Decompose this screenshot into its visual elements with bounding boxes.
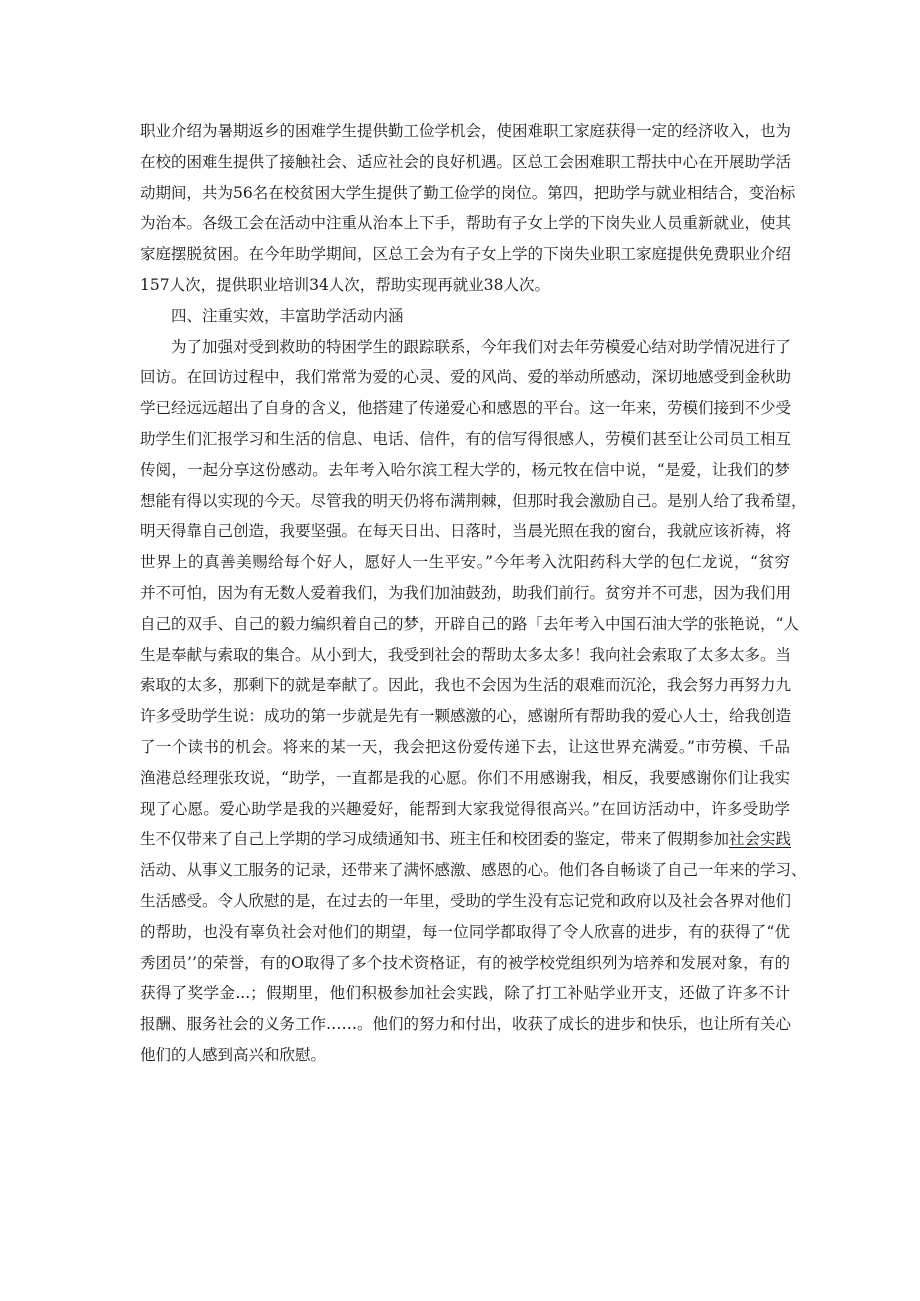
- paragraph-line: 回访。在回访过程中，我们常常为爱的心灵、爱的风尚、爱的举动所感动，深切地感受到金秋助: [140, 368, 792, 387]
- paragraph-line: 为治本。各级工会在活动中注重从治本上下手，帮助有子女上学的下岗失业人员重新就业，使其: [140, 214, 792, 233]
- paragraph-line: 157人次，提供职业培训34人次，帮助实现再就业38人次。: [140, 275, 551, 294]
- paragraph-line-text: 生不仅带来了自己上学期的学习成绩通知书、班主任和校团委的鉴定，带来了假期参加: [140, 830, 730, 849]
- paragraph-line: 秀团员’’的荣誉，有的O取得了多个技术资格证，有的被学校党组织列为培养和发展对象，有的: [140, 953, 790, 972]
- paragraph-line: 传阅，一起分享这份感动。去年考入哈尔滨工程大学的，杨元牧在信中说，“是爱，让我们的梦: [140, 460, 790, 479]
- underlined-term: 社会实践: [729, 830, 792, 849]
- paragraph-line: 了一个读书的机会。将来的某一天，我会把这份爱传递下去，让这世界充满爱。”市劳模、千品: [140, 737, 790, 756]
- paragraph-line: 想能有得以实现的今天。尽管我的明天仍将布满荆棘，但那时我会激励自己。是别人给了我希望，: [140, 491, 807, 510]
- paragraph-line: 许多受助学生说：成功的第一步就是先有一颗感激的心，感谢所有帮助我的爱心人士，给我创造: [140, 707, 792, 726]
- paragraph-line: 世界上的真善美赐给每个好人，愿好人一生平安。”今年考入沈阳药科大学的包仁龙说，“贫穷: [140, 553, 790, 572]
- paragraph-line: 他们的人感到高兴和欣慰。: [140, 1045, 327, 1064]
- paragraph-line: [140, 824, 790, 855]
- paragraph-line: 现了心愿。爱心助学是我的兴趣爱好，能帮到大家我觉得很高兴。”在回访活动中，许多受助学: [140, 799, 790, 818]
- paragraph-line: 渔港总经理张玫说，“助学，一直都是我的心愿。你们不用感谢我，相反，我要感谢你们让我实: [140, 768, 790, 787]
- paragraph-line: 在校的困难生提供了接触社会、适应社会的良好机遇。区总工会困难职工帮扶中心在开展助学活: [140, 152, 792, 171]
- paragraph-line: 学已经远远超出了自身的含义，他搭建了传递爱心和感恩的平台。这一年来，劳模们接到不少受: [140, 399, 792, 418]
- paragraph-line: 报酬、服务社会的义务工作……。他们的努力和付出，收获了成长的进步和快乐，也让所有关心: [140, 1015, 792, 1034]
- paragraph-line: 生活感受。令人欣慰的是，在过去的一年里，受助的学生没有忘记党和政府以及社会各界对他们: [140, 891, 792, 910]
- paragraph-line: 家庭摆脱贫困。在今年助学期间，区总工会为有子女上学的下岗失业职工家庭提供免费职业介绍: [140, 245, 792, 264]
- paragraph-line: 并不可怕，因为有无数人爱着我们，为我们加油鼓劲，助我们前行。贫穷并不可悲，因为我们用: [140, 583, 792, 602]
- paragraph-line: 的帮助，也没有辜负社会对他们的期望，每一位同学都取得了令人欣喜的进步，有的获得了“优: [140, 922, 790, 941]
- paragraph-line: 活动、从事义工服务的记录，还带来了满怀感激、感恩的心。他们各自畅谈了自己一年来的学习、: [140, 861, 807, 880]
- paragraph-line: 生是奉献与索取的集合。从小到大，我受到社会的帮助太多太多！我向社会索取了太多太多。当: [140, 645, 792, 664]
- paragraph-line: 获得了奖学金...；假期里，他们积极参加社会实践，除了打工补贴学业开支，还做了许多不计: [140, 984, 790, 1003]
- paragraph-line: 索取的太多，那剩下的就是奉献了。因此，我也不会因为生活的艰难而沉沦，我会努力再努力九: [140, 676, 792, 695]
- paragraph-line: 动期间，共为56名在校贫困大学生提供了勤工俭学的岗位。第四，把助学与就业相结合，变治标: [140, 183, 796, 202]
- section-heading: 四、注重实效，丰富助学活动内涵: [171, 306, 404, 325]
- paragraph-line: 助学生们汇报学习和生活的信息、电话、信件，有的信写得很感人，劳模们甚至让公司员工相互: [140, 429, 792, 448]
- paragraph-line: 为了加强对受到救助的特困学生的跟踪联系，今年我们对去年劳模爱心结对助学情况进行了: [171, 337, 792, 356]
- paragraph-line: 明天得靠自己创造，我要坚强。在每天日出、日落时，当晨光照在我的窗台，我就应该祈祷，将: [140, 522, 792, 541]
- paragraph-line: 职业介绍为暑期返乡的困难学生提供勤工俭学机会，使困难职工家庭获得一定的经济收入，也为: [140, 122, 792, 140]
- paragraph-line: 自己的双手、自己的毅力编织着自己的梦，开辟自己的路「去年考入中国石油大学的张艳说，“人: [140, 614, 799, 633]
- body-text: [140, 116, 807, 1071]
